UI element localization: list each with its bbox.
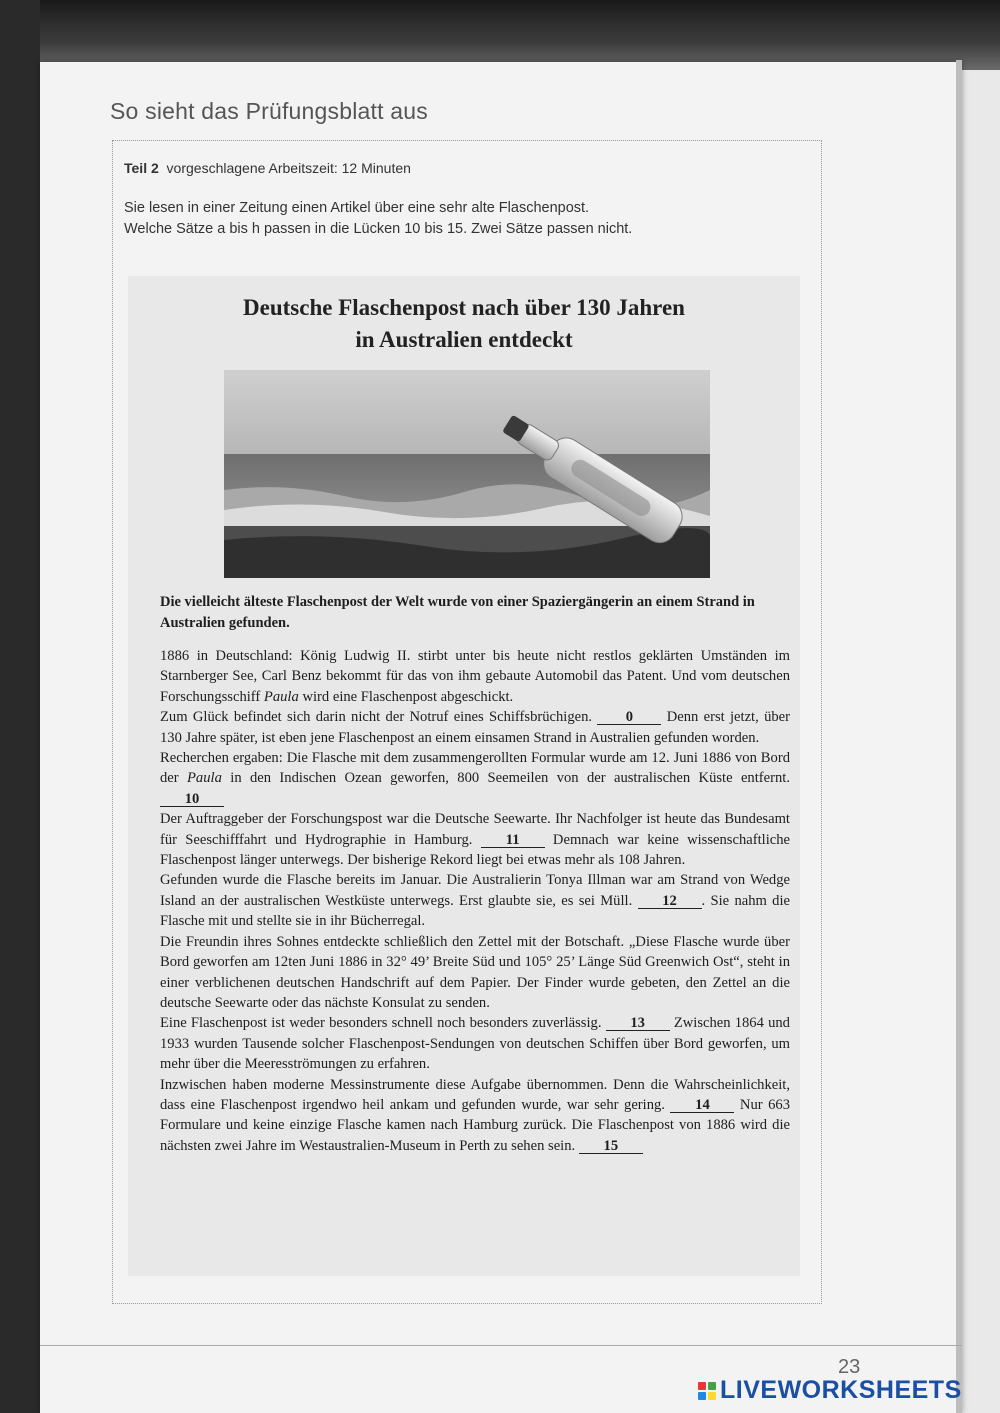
paragraph: Gefunden wurde die Flasche bereits im Januar. Die Australierin Tonya Illman war am Strand von Wedge Island an der australischen Westküste unterwegs. Erst glaubte sie, es sei Müll. 12 . Sie nahm die Flasche mit und stellte sie in ihr Bücherregal. xyxy=(160,872,790,930)
gap-11[interactable]: 11 xyxy=(481,833,545,848)
paragraph: 1886 in Deutschland: König Ludwig II. stirbt unter bis heute nicht restlos geklärten Umständen im Starnberger See, Carl Benz bekommt für das von ihm gebaute Automobil das Patent. Und vom deutschen Forschungsschiff Paula wird eine Flaschenpost abgeschickt. xyxy=(160,648,790,705)
headline-line-1: Deutsche Flaschenpost nach über 130 Jahren xyxy=(243,295,685,320)
article-lead: Die vielleicht älteste Flaschenpost der Welt wurde von einer Spaziergängerin an einem Strand in Australien gefunden. xyxy=(160,594,755,631)
task-time: vorgeschlagene Arbeitszeit: 12 Minuten xyxy=(166,160,411,176)
watermark-text: LIVEWORKSHEETS xyxy=(720,1376,962,1404)
gap-12[interactable]: 12 xyxy=(638,894,702,909)
article-headline xyxy=(128,292,800,356)
paragraph: Der Auftraggeber der Forschungspost war die Deutsche Seewarte. Ihr Nachfolger ist heute das Bundesamt für Seeschifffahrt und Hydrographie in Hamburg. 11 Demnach war keine wissenschaftliche Flaschenpost länger unterwegs. Der bisherige Rekord liegt bei etwas mehr als 108 Jahren. xyxy=(160,811,791,869)
gap-10[interactable]: 10 xyxy=(160,792,224,807)
liveworksheets-watermark xyxy=(698,1376,962,1405)
gap-14[interactable]: 14 xyxy=(670,1098,734,1113)
page-edge xyxy=(956,60,962,1413)
paragraph: Die Freundin ihres Sohnes entdeckte schließlich den Zettel mit der Botschaft. „Diese Flasche wurde über Bord geworfen am 12ten Juni 1886 in 32° 49’ Breite Süd und 105° 25’ Länge Süd Greenwich Ost“, steht in einer verblichenen deutschen Handschrift auf dem Papier. Der Finder wurde gebeten, den Zettel an die deutsche Seewarte oder das nächste Konsulat zu senden. xyxy=(160,933,790,1011)
scan-shadow-top xyxy=(0,0,1000,70)
liveworksheets-logo-icon xyxy=(698,1382,716,1400)
gap-0: 0 xyxy=(597,710,661,725)
instruction-line: Sie lesen in einer Zeitung einen Artikel über eine sehr alte Flaschenpost. xyxy=(124,200,590,216)
page-number: 23 xyxy=(838,1356,861,1378)
paragraph: Eine Flaschenpost ist weder besonders schnell noch besonders zuverlässig. 13 Zwischen 1864 und 1933 wurden Tausende solcher Flaschenpost-Sendungen von deutschen Schiffen über Bord geworfen, um mehr über die Meeresströmungen zu erfahren. xyxy=(160,1015,790,1073)
ship-name: Paula xyxy=(187,770,222,787)
page-divider xyxy=(40,1345,962,1346)
bottle-on-beach-image xyxy=(224,370,710,578)
instruction-line: Welche Sätze a bis h passen in die Lücken 10 bis 15. Zwei Sätze passen nicht. xyxy=(124,221,633,237)
paragraph: Inzwischen haben moderne Messinstrumente diese Aufgabe übernommen. Denn die Wahrscheinlichkeit, dass eine Flaschenpost irgendwo heil ankam und gefunden wurde, war sehr gering. 14 Nur 663 Formulare und keine einzige Flasche kamen nach Hamburg zurück. Die Flaschenpost von 1886 wird die nächsten zwei Jahre im Westaustralien-Museum in Perth zu sehen sein. 15 xyxy=(160,1076,790,1154)
gap-13[interactable]: 13 xyxy=(606,1016,670,1031)
section-title: So sieht das Prüfungsblatt aus xyxy=(110,98,428,124)
paragraph: Recherchen ergaben: Die Flasche mit dem zusammengerollten Formular wurde am 12. Juni 1886 von Bord der Paula in den Indischen Ozean geworfen, 800 Seemeilen von der australischen Küste entfernt. 10 xyxy=(160,750,790,807)
article-body xyxy=(160,646,790,1156)
ship-name: Paula xyxy=(263,688,299,705)
paragraph: Zum Glück befindet sich darin nicht der Notruf eines Schiffsbrüchigen. 0 Denn erst jetzt, über 130 Jahre später, ist eben jene Flaschenpost an einem einsamen Strand in Australien gefunden worden. xyxy=(160,709,790,746)
instructions xyxy=(124,198,804,240)
task-label: Teil 2 xyxy=(124,160,159,176)
task-header xyxy=(124,160,411,176)
scan-shadow-left xyxy=(0,0,40,1413)
gap-15[interactable]: 15 xyxy=(579,1139,643,1154)
headline-line-2: in Australien entdeckt xyxy=(355,327,573,352)
